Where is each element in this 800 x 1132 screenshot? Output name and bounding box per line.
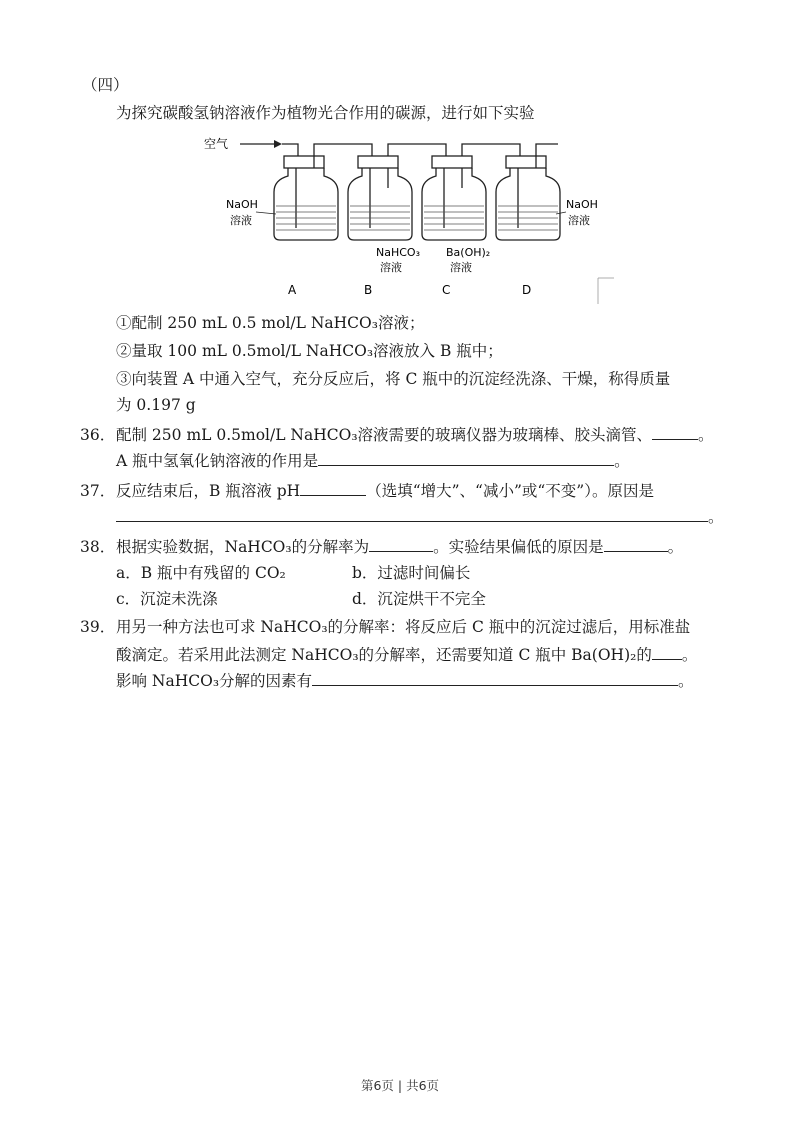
- option-b: b．过滤时间偏长: [352, 564, 471, 582]
- intro-text: 为探究碳酸氢钠溶液作为植物光合作用的碳源，进行如下实验: [116, 104, 535, 122]
- punctuation: 。: [667, 538, 684, 556]
- label-bottle-a: A: [288, 283, 297, 297]
- question-38-line1: [80, 536, 683, 558]
- label-naoh-left-1: NaOH: [226, 198, 258, 211]
- question-37-line2: [116, 506, 724, 528]
- answer-blank[interactable]: [300, 480, 366, 496]
- option-d: d．沉淀烘干不完全: [352, 590, 486, 608]
- label-nahco3-1: NaHCO₃: [376, 246, 420, 259]
- question-39-line1: [80, 616, 690, 638]
- answer-blank[interactable]: [652, 424, 698, 440]
- punctuation: 。: [698, 426, 714, 444]
- label-bottle-c: C: [442, 283, 451, 297]
- answer-blank[interactable]: [652, 644, 682, 660]
- question-text: 影响 NaHCO₃分解的因素有: [116, 672, 313, 690]
- question-36-line2: [116, 450, 630, 472]
- answer-blank[interactable]: [604, 536, 668, 552]
- question-text: A 瓶中氢氧化钠溶液的作用是: [116, 452, 319, 470]
- label-naoh-left-2: 溶液: [230, 214, 252, 227]
- question-37-line1: [80, 480, 654, 502]
- answer-blank[interactable]: [116, 506, 708, 522]
- label-bottle-d: D: [522, 283, 532, 297]
- punctuation: 。: [708, 508, 724, 526]
- question-text: 根据实验数据，NaHCO₃的分解率为: [116, 538, 370, 556]
- punctuation: 。: [681, 646, 698, 664]
- label-bottle-b: B: [364, 283, 373, 297]
- label-baoh2-2: 溶液: [450, 261, 472, 274]
- question-39-line2: [116, 644, 697, 666]
- step-3-cont: 为 0.197 g: [116, 396, 196, 414]
- question-text: 。实验结果偏低的原因是: [433, 538, 604, 556]
- question-text: 配制 250 mL 0.5mol/L NaHCO₃溶液需要的玻璃仪器为玻璃棒、胶头滴管、: [116, 426, 653, 444]
- label-naoh-right-1: NaOH: [566, 198, 598, 211]
- step-3: ③向装置 A 中通入空气，充分反应后，将 C 瓶中的沉淀经洗涤、干燥，称得质量: [116, 370, 671, 388]
- question-number: 36．: [80, 426, 116, 444]
- question-number: 37．: [80, 482, 116, 500]
- label-baoh2-1: Ba(OH)₂: [446, 246, 491, 259]
- apparatus-diagram: [196, 128, 616, 306]
- option-a: a．B 瓶中有残留的 CO₂: [116, 564, 286, 582]
- label-nahco3-2: 溶液: [380, 261, 402, 274]
- question-number: 38．: [80, 538, 116, 556]
- question-36-line1: [80, 424, 714, 446]
- question-text: 用另一种方法也可求 NaHCO₃的分解率：将反应后 C 瓶中的沉淀过滤后，用标准盐: [116, 618, 691, 636]
- answer-blank[interactable]: [312, 670, 678, 686]
- punctuation: 。: [614, 452, 630, 470]
- question-number: 39．: [80, 618, 116, 636]
- label-air: 空气: [204, 137, 229, 151]
- step-2: ②量取 100 mL 0.5mol/L NaHCO₃溶液放入 B 瓶中；: [116, 342, 503, 360]
- step-1: ①配制 250 mL 0.5 mol/L NaHCO₃溶液；: [116, 314, 425, 332]
- answer-blank[interactable]: [318, 450, 614, 466]
- page-footer: 第6页 | 共6页: [360, 1078, 440, 1093]
- answer-blank[interactable]: [369, 536, 433, 552]
- label-naoh-right-2: 溶液: [568, 214, 590, 227]
- question-39-line3: [116, 670, 694, 692]
- question-text: 酸滴定。若采用此法测定 NaHCO₃的分解率，还需要知道 C 瓶中 Ba(OH)₂的: [116, 646, 652, 664]
- option-c: c．沉淀未洗涤: [116, 590, 218, 608]
- question-text: 反应结束后，B 瓶溶液 pH: [116, 482, 301, 500]
- question-text: （选填“增大”、“减小”或“不变”）。原因是: [366, 482, 654, 500]
- punctuation: 。: [678, 672, 694, 690]
- section-heading: （四）: [82, 76, 129, 94]
